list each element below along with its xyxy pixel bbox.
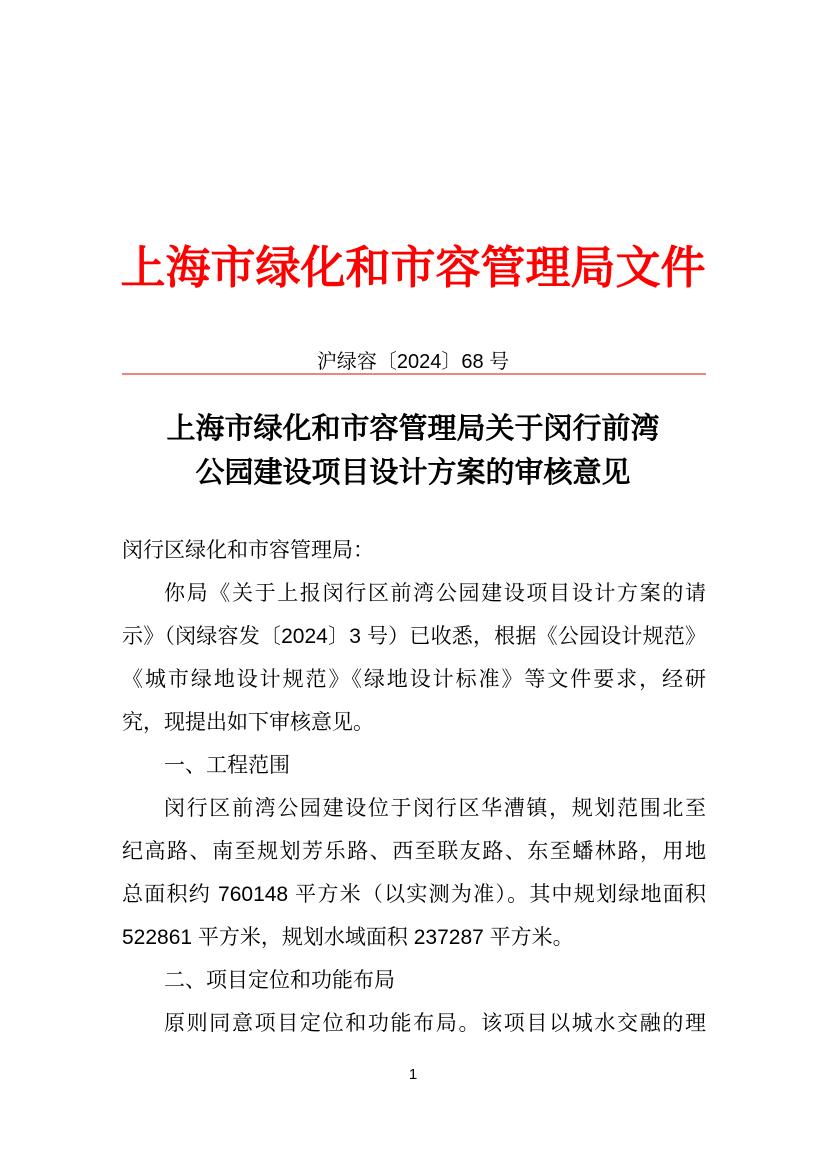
- section-heading-1: 一、工程范围: [164, 754, 290, 777]
- body-line: 示》（闵绿容发〔2024〕3 号）已收悉，根据《公园设计规范》: [122, 625, 706, 648]
- body-line: 究，现提出如下审核意见。: [122, 711, 374, 734]
- agency-banner-title: 上海市绿化和市容管理局文件: [120, 242, 706, 293]
- red-divider-rule: [122, 373, 706, 375]
- document-title-line-1: 上海市绿化和市容管理局关于闵行前湾: [166, 413, 660, 445]
- body-salutation: 闵行区绿化和市容管理局：: [122, 539, 374, 562]
- body-line: 闵行区前湾公园建设位于闵行区华漕镇，规划范围北至: [164, 797, 706, 820]
- document-title-line-2: 公园建设项目设计方案的审核意见: [195, 457, 631, 489]
- body-line: 《城市绿地设计规范》《绿地设计标准》等文件要求，经研: [122, 668, 706, 691]
- body-line: 总面积约 760148 平方米（以实测为准）。其中规划绿地面积: [122, 883, 706, 906]
- body-line: 纪高路、南至规划芳乐路、西至联友路、东至蟠林路，用地: [122, 840, 706, 863]
- section-heading-2: 二、项目定位和功能布局: [164, 969, 395, 992]
- page-number: 1: [408, 1066, 418, 1083]
- body-line: 你局《关于上报闵行区前湾公园建设项目设计方案的请: [164, 582, 706, 605]
- document-body: [122, 529, 706, 1045]
- document-number: 沪绿容〔2024〕68 号: [316, 351, 510, 373]
- body-line: 522861 平方米，规划水域面积 237287 平方米。: [122, 926, 574, 949]
- body-line: 原则同意项目定位和功能布局。该项目以城水交融的理: [164, 1012, 706, 1035]
- document-title: [0, 407, 826, 495]
